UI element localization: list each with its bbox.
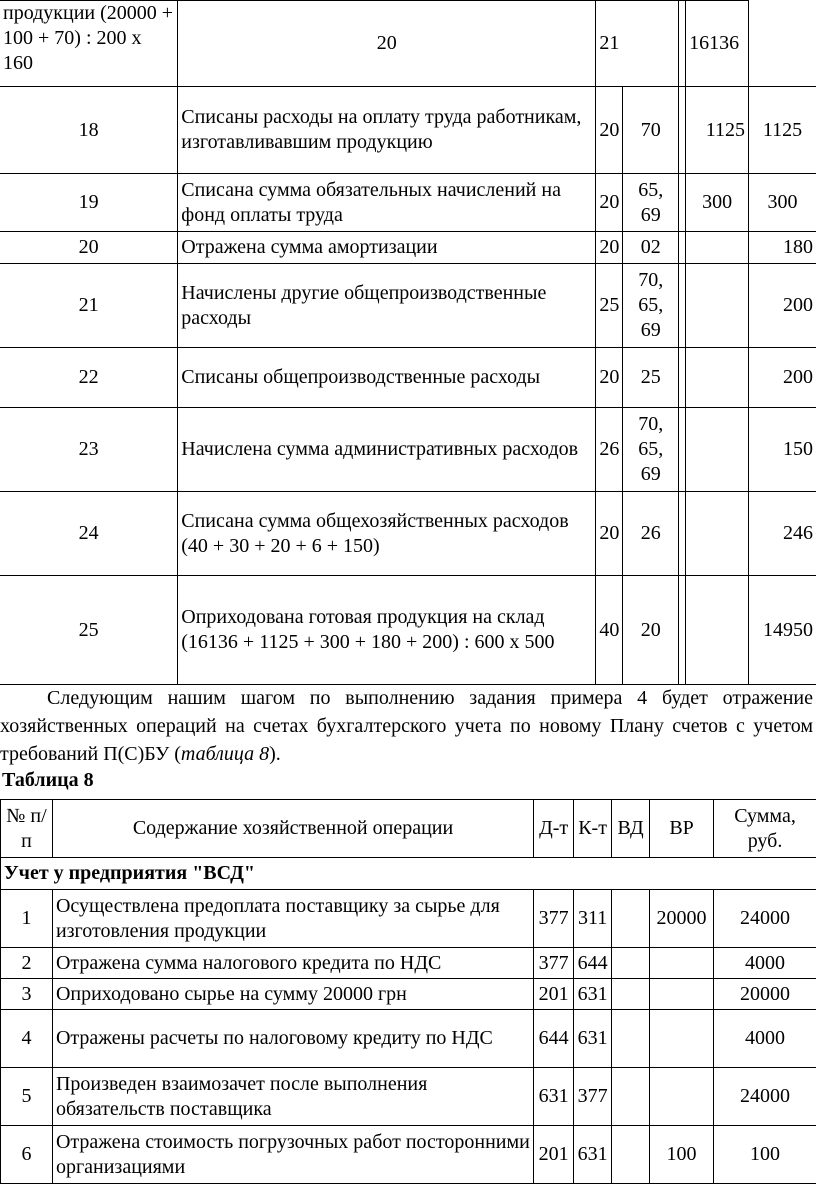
- credit-cell: 70: [623, 87, 679, 174]
- vr-cell: [650, 979, 714, 1010]
- vd-cell: [679, 174, 686, 232]
- vr-cell: 300: [686, 174, 749, 232]
- row-description: Списана сумма обязательных начислений на фонд оплаты труда: [178, 174, 596, 232]
- row-description: Списаны общепроизводственные расходы: [178, 348, 596, 408]
- row-description: Отражена стоимость погрузочных работ посторонними организациями: [52, 1126, 533, 1184]
- credit-cell: 26: [623, 492, 679, 576]
- vr-cell: [686, 492, 749, 576]
- table-row: [0, 408, 816, 492]
- vr-cell: [686, 408, 749, 492]
- table-row: [0, 264, 816, 348]
- row-number: 24: [0, 492, 178, 576]
- header-debit: Д-т: [534, 800, 574, 858]
- table-reference: таблица 8: [180, 743, 270, 765]
- debit-cell: 20: [596, 348, 623, 408]
- vd-cell: [612, 1126, 650, 1184]
- vd-cell: [612, 979, 650, 1010]
- vd-cell: [679, 232, 686, 264]
- debit-cell: 377: [534, 890, 574, 948]
- table-row: [0, 348, 816, 408]
- row-number: 4: [1, 1010, 53, 1068]
- vd-cell: [679, 348, 686, 408]
- row-description: продукции (20000 + 100 + 70) : 200 х 160: [0, 1, 178, 87]
- vr-cell: [686, 232, 749, 264]
- sum-cell: 300: [749, 174, 816, 232]
- credit-cell: 631: [574, 979, 612, 1010]
- sum-cell: 14950: [749, 576, 816, 685]
- body-paragraph: [0, 684, 813, 768]
- paragraph-text-end: ).: [269, 743, 281, 765]
- vr-cell: [650, 1068, 714, 1126]
- row-number: 25: [0, 576, 178, 685]
- vd-cell: [612, 1010, 650, 1068]
- vd-cell: [679, 576, 686, 685]
- row-description: Начислены другие общепроизводственные расходы: [178, 264, 596, 348]
- debit-cell: 20: [596, 87, 623, 174]
- row-number: 20: [0, 232, 178, 264]
- debit-cell: 377: [534, 948, 574, 979]
- row-description: Оприходовано сырье на сумму 20000 грн: [52, 979, 533, 1010]
- vd-cell: [679, 408, 686, 492]
- vd-cell: [679, 87, 686, 174]
- debit-cell: 201: [534, 979, 574, 1010]
- debit-cell: 20: [596, 232, 623, 264]
- credit-cell: 377: [574, 1068, 612, 1126]
- credit-cell: 20: [623, 576, 679, 685]
- debit-cell: 20: [178, 1, 596, 87]
- table-row: [1, 979, 816, 1010]
- credit-cell: 65, 69: [623, 174, 679, 232]
- sum-cell: 24000: [714, 890, 816, 948]
- row-number: 22: [0, 348, 178, 408]
- header-credit: К-т: [574, 800, 612, 858]
- sum-cell: 246: [749, 492, 816, 576]
- debit-cell: 644: [534, 1010, 574, 1068]
- credit-cell: 02: [623, 232, 679, 264]
- vd-cell: [679, 264, 686, 348]
- row-number: 18: [0, 87, 178, 174]
- credit-cell: 631: [574, 1010, 612, 1068]
- header-sum: Сумма, руб.: [714, 800, 816, 858]
- row-description: Отражена сумма налогового кредита по НДС: [52, 948, 533, 979]
- vr-cell: [686, 264, 749, 348]
- row-number: 2: [1, 948, 53, 979]
- header-description: Содержание хозяйственной операции: [52, 800, 533, 858]
- sum-cell: 4000: [714, 948, 816, 979]
- sum-cell: 150: [749, 408, 816, 492]
- header-vd: ВД: [612, 800, 650, 858]
- credit-cell: 70, 65, 69: [623, 408, 679, 492]
- debit-cell: 201: [534, 1126, 574, 1184]
- row-description: Осуществлена предоплата поставщику за сырье для изготовления продукции: [52, 890, 533, 948]
- table-row: [1, 948, 816, 979]
- row-description: Отражена сумма амортизации: [178, 232, 596, 264]
- vr-cell: [686, 576, 749, 685]
- debit-cell: 20: [596, 492, 623, 576]
- vd-cell: [679, 492, 686, 576]
- vd-cell: [612, 890, 650, 948]
- vr-cell: [650, 1010, 714, 1068]
- paragraph-text: Следующим нашим шагом по выполнению задания примера 4 будет отражение хозяйственных операций на счетах бухгалтерского учета по новому Плану счетов с учетом требований П(С)БУ (: [0, 687, 813, 765]
- credit-cell: 25: [623, 348, 679, 408]
- row-number: 1: [1, 890, 53, 948]
- row-description: Отражены расчеты по налоговому кредиту по НДС: [52, 1010, 533, 1068]
- row-number: 21: [0, 264, 178, 348]
- credit-cell: 631: [574, 1126, 612, 1184]
- vr-cell: [686, 348, 749, 408]
- row-number: 5: [1, 1068, 53, 1126]
- row-number: 19: [0, 174, 178, 232]
- vr-cell: 100: [650, 1126, 714, 1184]
- sum-cell: 4000: [714, 1010, 816, 1068]
- table-header-row: [1, 800, 816, 858]
- table-row: [1, 1010, 816, 1068]
- vr-cell: [650, 948, 714, 979]
- sum-cell: [749, 1, 816, 87]
- row-description: Оприходована готовая продукция на склад (16136 + 1125 + 300 + 180 + 200) : 600 х 500: [178, 576, 596, 685]
- table-8: [0, 799, 816, 1184]
- row-number: 23: [0, 408, 178, 492]
- table-row: [1, 890, 816, 948]
- debit-cell: 40: [596, 576, 623, 685]
- credit-cell: 70, 65, 69: [623, 264, 679, 348]
- debit-cell: 631: [534, 1068, 574, 1126]
- row-description: Начислена сумма административных расходов: [178, 408, 596, 492]
- vr-cell: 20000: [650, 890, 714, 948]
- debit-cell: 26: [596, 408, 623, 492]
- section-row: [1, 858, 816, 890]
- row-number: 6: [1, 1126, 53, 1184]
- sum-cell: 200: [749, 264, 816, 348]
- row-description: Списана сумма общехозяйственных расходов (40 + 30 + 20 + 6 + 150): [178, 492, 596, 576]
- table-row: [0, 1, 816, 87]
- vr-cell: 16136: [686, 1, 749, 87]
- header-number: № п/п: [1, 800, 53, 858]
- sum-cell: 180: [749, 232, 816, 264]
- credit-cell: 644: [574, 948, 612, 979]
- debit-cell: 25: [596, 264, 623, 348]
- sum-cell: 24000: [714, 1068, 816, 1126]
- table-row: [0, 492, 816, 576]
- sum-cell: 100: [714, 1126, 816, 1184]
- sum-cell: 1125: [749, 87, 816, 174]
- table-row: [1, 1068, 816, 1126]
- table-row: [0, 174, 816, 232]
- debit-cell: 20: [596, 174, 623, 232]
- row-number: 3: [1, 979, 53, 1010]
- table-caption: Таблица 8: [2, 769, 94, 791]
- sum-cell: 200: [749, 348, 816, 408]
- sum-cell: 20000: [714, 979, 816, 1010]
- vd-cell: [612, 948, 650, 979]
- table-row: [0, 576, 816, 685]
- vr-cell: 1125: [686, 87, 749, 174]
- table-row: [0, 87, 816, 174]
- row-description: Произведен взаимозачет после выполнения обязательств поставщика: [52, 1068, 533, 1126]
- header-vr: ВР: [650, 800, 714, 858]
- credit-cell: 311: [574, 890, 612, 948]
- vd-cell: [612, 1068, 650, 1126]
- table-row: [0, 232, 816, 264]
- table-row: [1, 1126, 816, 1184]
- credit-cell: 21: [596, 1, 679, 87]
- row-description: Списаны расходы на оплату труда работникам, изготавливавшим продукцию: [178, 87, 596, 174]
- vd-cell: [679, 1, 686, 87]
- section-title: Учет у предприятия "ВСД": [1, 858, 816, 890]
